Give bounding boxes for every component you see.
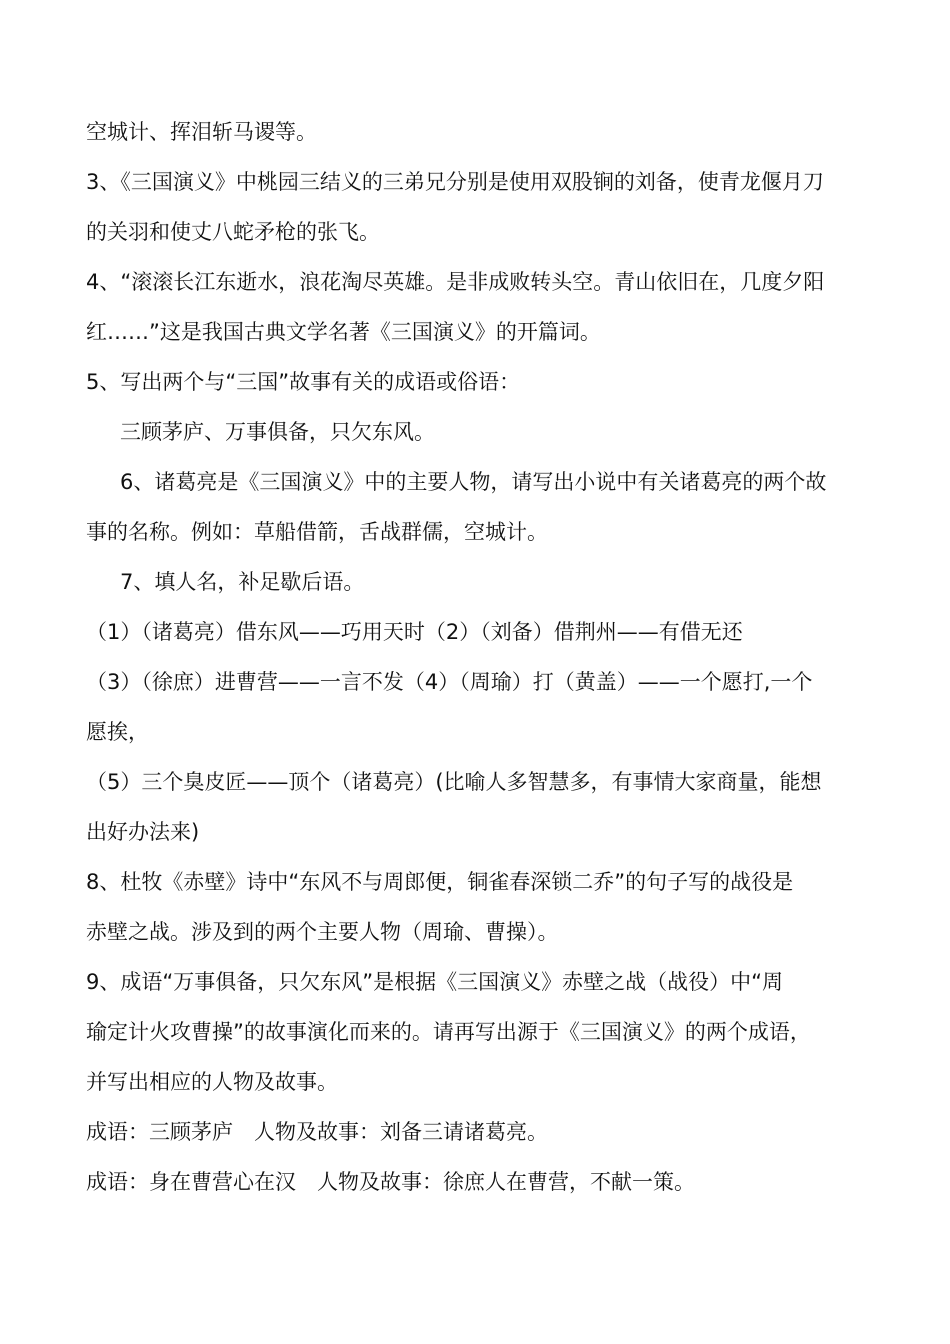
text-line-4: 4、“滚滚长江东逝水，浪花淘尽英雄。是非成败转头空。青山依旧在，几度夕阳 <box>86 270 825 294</box>
text-line-8: 6、诸葛亮是《三国演义》中的主要人物，请写出小说中有关诸葛亮的两个故 <box>120 470 827 494</box>
text-line-13: 愿挨， <box>86 720 149 744</box>
text-line-2: 3、《三国演义》中桃园三结义的三弟兄分别是使用双股锏的刘备，使青龙偃月刀 <box>86 170 824 194</box>
text-line-6: 5、写出两个与“三国”故事有关的成语或俗语： <box>86 370 521 394</box>
text-line-9: 事的名称。例如：草船借箭，舌战群儒，空城计。 <box>86 520 548 544</box>
text-line-18: 9、成语“万事俱备，只欠东风”是根据《三国演义》赤壁之战（战役）中“周 <box>86 970 783 994</box>
text-line-3: 的关羽和使丈八蛇矛枪的张飞。 <box>86 220 380 244</box>
text-line-15: 出好办法来) <box>86 820 200 844</box>
text-line-10: 7、填人名，补足歇后语。 <box>120 570 365 594</box>
text-line-7: 三顾茅庐、万事俱备，只欠东风。 <box>120 420 435 444</box>
text-line-16: 8、杜牧《赤壁》诗中“东风不与周郎便，铜雀春深锁二乔”的句子写的战役是 <box>86 870 794 894</box>
text-line-19: 瑜定计火攻曹操”的故事演化而来的。请再写出源于《三国演义》的两个成语， <box>86 1020 811 1044</box>
text-line-1: 空城计、挥泪斩马谡等。 <box>86 120 317 144</box>
text-line-5: 红……”这是我国古典文学名著《三国演义》的开篇词。 <box>86 320 601 344</box>
text-line-22: 成语：身在曹营心在汉 人物及故事：徐庶人在曹营，不献一策。 <box>86 1170 695 1194</box>
text-line-20: 并写出相应的人物及故事。 <box>86 1070 338 1094</box>
text-line-17: 赤壁之战。涉及到的两个主要人物（周瑜、曹操）。 <box>86 920 559 944</box>
text-line-12: （3）（徐庶）进曹营——一言不发（4）（周瑜）打（黄盖）——一个愿打,一个 <box>86 670 813 694</box>
text-line-21: 成语：三顾茅庐 人物及故事：刘备三请诸葛亮。 <box>86 1120 548 1144</box>
text-line-11: （1）（诸葛亮）借东风——巧用天时（2）（刘备）借荆州——有借无还 <box>86 620 743 644</box>
text-line-14: （5）三个臭皮匠——顶个（诸葛亮）(比喻人多智慧多，有事情大家商量，能想 <box>86 770 822 794</box>
